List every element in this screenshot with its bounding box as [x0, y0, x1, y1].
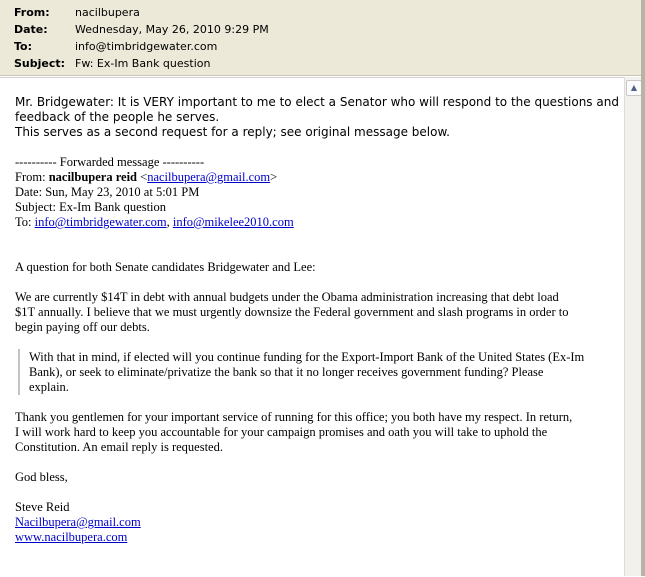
- from-label: From:: [14, 6, 50, 19]
- forwarded-date-line: Date: Sun, May 23, 2010 at 5:01 PM: [15, 185, 200, 199]
- forwarded-from-label: From:: [15, 170, 49, 184]
- to-label: To:: [14, 40, 32, 53]
- forwarded-to-label: To:: [15, 215, 35, 229]
- subject-label: Subject:: [14, 57, 66, 70]
- signature-name: Steve Reid: [15, 500, 70, 514]
- paragraph-2-line-1: Thank you gentlemen for your important service of running for this office; you both have my respect. In return,: [15, 410, 573, 424]
- scroll-up-arrow-icon[interactable]: ▲: [626, 80, 642, 96]
- forwarded-from-name: nacilbupera reid: [48, 170, 138, 184]
- window-right-edge: [641, 0, 645, 576]
- header-divider: [0, 75, 641, 76]
- question-heading: A question for both Senate candidates Bridgewater and Lee:: [15, 260, 316, 274]
- message-header: [0, 0, 645, 75]
- closing-text: God bless,: [15, 470, 68, 484]
- to-value[interactable]: info@timbridgewater.com: [75, 40, 218, 53]
- intro-line-1: Mr. Bridgewater: It is VERY important to me to elect a Senator who will respond to the questions and: [15, 95, 619, 109]
- forwarded-to-separator: ,: [166, 215, 173, 229]
- quote-line-2: Bank), or seek to eliminate/privatize the bank so that it no longer receives government funding? Please: [29, 365, 544, 379]
- quote-line-1: With that in mind, if elected will you continue funding for the Export-Import Bank of the United States (Ex-Im: [29, 350, 585, 364]
- forwarded-separator: ---------- Forwarded message ----------: [15, 155, 205, 169]
- forwarded-to-email-link-1[interactable]: info@timbridgewater.com: [34, 215, 167, 229]
- forwarded-from-open: <: [137, 170, 148, 184]
- subject-value: Fw: Ex-Im Bank question: [75, 57, 211, 70]
- quote-line-3: explain.: [29, 380, 69, 394]
- signature-website-link[interactable]: www.nacilbupera.com: [15, 530, 128, 544]
- paragraph-1-line-2: $1T annually. I believe that we must urgently downsize the Federal government and slash programs in order to: [15, 305, 569, 319]
- intro-line-2: feedback of the people he serves.: [15, 110, 220, 124]
- paragraph-2-line-2: I will work hard to keep you accountable for your campaign promises and oath you will take to uphold the: [15, 425, 548, 439]
- intro-line-3: This serves as a second request for a reply; see original message below.: [15, 125, 450, 139]
- message-body[interactable]: [0, 77, 624, 577]
- forwarded-from-close: >: [270, 170, 278, 184]
- paragraph-2-line-3: Constitution. An email reply is requested.: [15, 440, 223, 454]
- quote-bar: [18, 349, 20, 395]
- date-value: Wednesday, May 26, 2010 9:29 PM: [75, 23, 269, 36]
- forwarded-subject-line: Subject: Ex-Im Bank question: [15, 200, 167, 214]
- forwarded-to-email-link-2[interactable]: info@mikelee2010.com: [172, 215, 294, 229]
- paragraph-1-line-3: begin paying off our debts.: [15, 320, 150, 334]
- forwarded-from-line: [15, 170, 277, 185]
- date-label: Date:: [14, 23, 48, 36]
- signature-email-link[interactable]: Nacilbupera@gmail.com: [15, 515, 141, 529]
- paragraph-1-line-1: We are currently $14T in debt with annual budgets under the Obama administration increasing that debt load: [15, 290, 559, 304]
- forwarded-from-email-link[interactable]: nacilbupera@gmail.com: [147, 170, 271, 184]
- vertical-scrollbar[interactable]: [624, 77, 642, 576]
- from-value[interactable]: nacilbupera: [75, 6, 140, 19]
- forwarded-to-line: [15, 215, 294, 230]
